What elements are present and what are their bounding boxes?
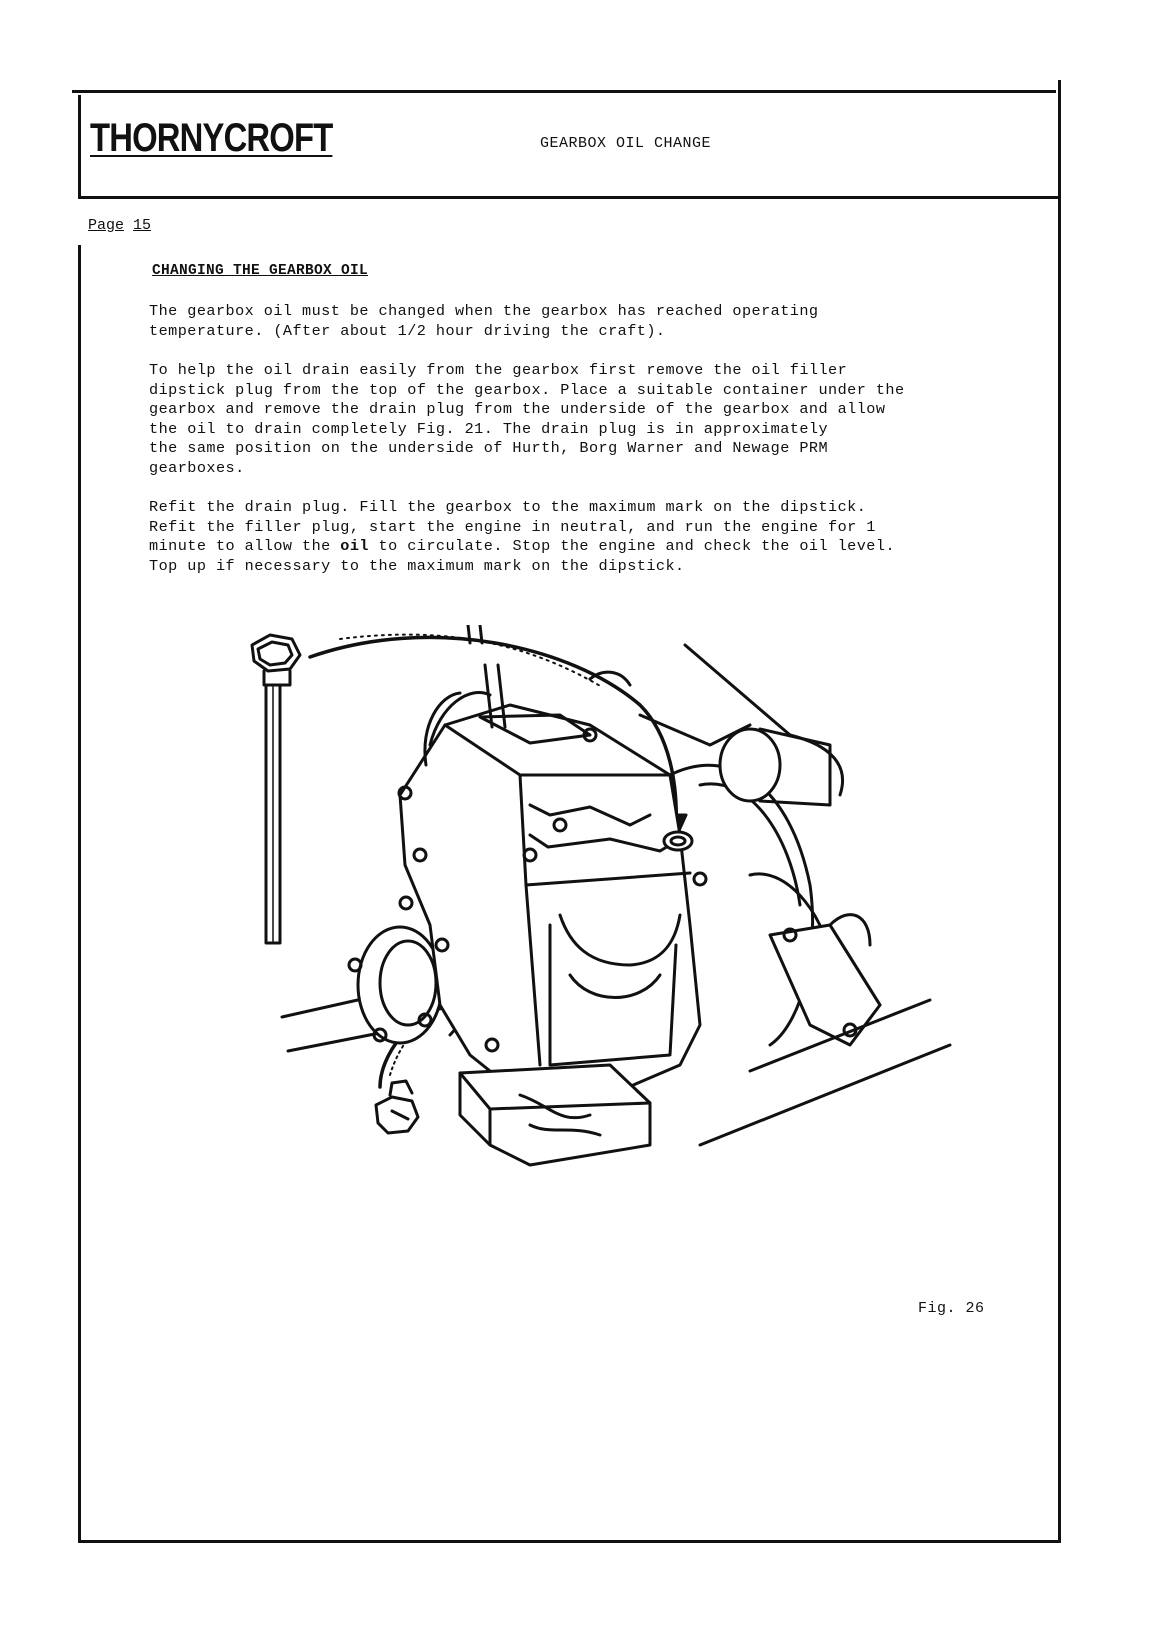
header-top-rule xyxy=(72,90,1056,93)
text-line: gearboxes. xyxy=(149,458,245,477)
text-line: The gearbox oil must be changed when the gearbox has reached operating xyxy=(149,302,819,320)
frame-right-rule xyxy=(1058,80,1061,1542)
text-line: Refit the filler plug, start the engine in neutral, and run the engine for 1 xyxy=(149,517,876,536)
dipstick-icon xyxy=(252,635,300,943)
header-bottom-rule xyxy=(78,196,1060,199)
page-number: 15 xyxy=(133,217,152,234)
header-title: GEARBOX OIL CHANGE xyxy=(540,135,712,152)
text-line-mixed xyxy=(149,537,1029,557)
figure-caption: Fig. 26 xyxy=(918,1300,985,1317)
text-line: the oil to drain completely Fig. 21. The drain plug is in approximately xyxy=(149,419,829,438)
text-line: temperature. (After about 1/2 hour driving the craft). xyxy=(149,321,666,340)
drain-plug-icon xyxy=(376,1081,418,1133)
page-label-word: Page xyxy=(88,217,125,234)
bold-word: oil xyxy=(340,537,369,555)
text-line: the same position on the underside of Hurth, Borg Warner and Newage PRM xyxy=(149,439,829,457)
gearbox-line-drawing xyxy=(230,625,990,1265)
text-fragment: minute to allow the xyxy=(149,537,341,555)
text-line: gearbox and remove the drain plug from the underside of the gearbox and allow xyxy=(149,400,886,418)
text-line: Refit the drain plug. Fill the gearbox to the maximum mark on the dipstick. xyxy=(149,498,867,516)
text-line: dipstick plug from the top of the gearbox. Place a suitable container under the xyxy=(149,380,905,399)
paragraph-3 xyxy=(149,498,1029,576)
frame-bottom-rule xyxy=(78,1540,1061,1543)
header-left-rule xyxy=(78,95,81,198)
section-heading: CHANGING THE GEARBOX OIL xyxy=(152,263,369,279)
frame-left-rule xyxy=(78,245,81,1543)
paragraph-2 xyxy=(149,361,1029,478)
text-line: To help the oil drain easily from the gearbox first remove the oil filler xyxy=(149,361,848,379)
text-fragment: to circulate. Stop the engine and check the oil level. xyxy=(368,537,896,555)
page-number-label xyxy=(88,217,151,234)
paragraph-1 xyxy=(149,302,1029,341)
text-line: Top up if necessary to the maximum mark on the dipstick. xyxy=(149,556,685,575)
brand-logo: THORNYCROFT xyxy=(90,116,333,160)
